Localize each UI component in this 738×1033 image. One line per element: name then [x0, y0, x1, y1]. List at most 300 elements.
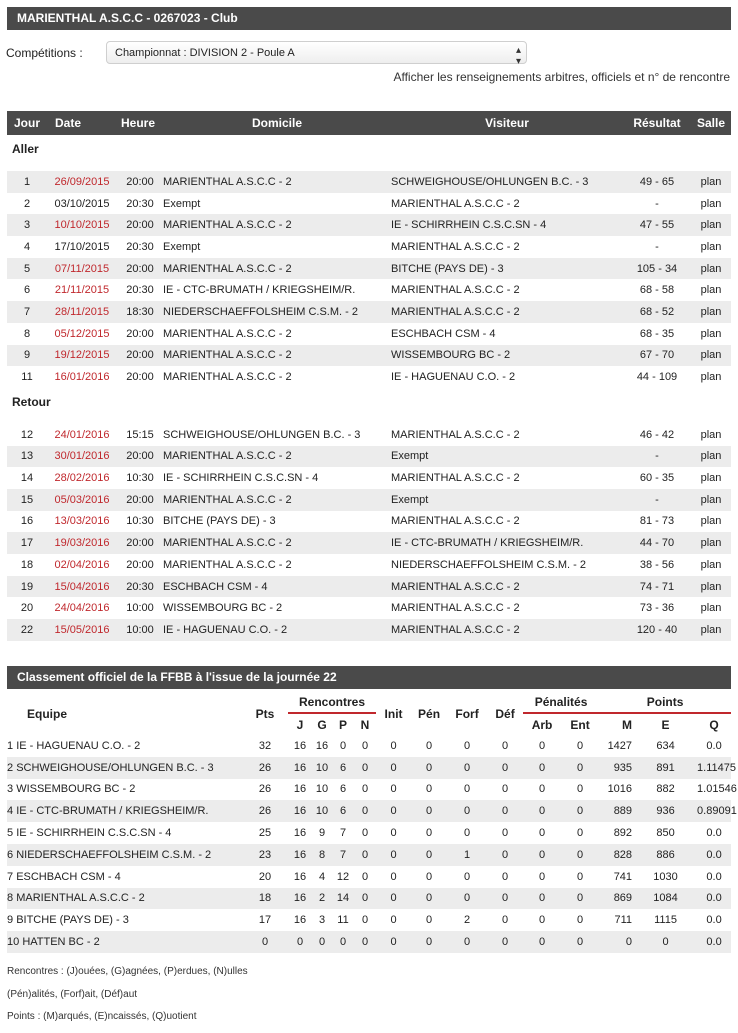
standings-p: 14 — [332, 888, 354, 910]
standings-q: 0.0 — [706, 827, 722, 840]
match-domicile: SCHWEIGHOUSE/OHLUNGEN B.C. - 3 — [163, 428, 361, 441]
match-date[interactable]: 02/04/2016 — [54, 558, 110, 571]
standings-p: 7 — [339, 827, 347, 840]
standings-pen: 0 — [411, 931, 447, 953]
standings-pts: 25 — [258, 827, 272, 840]
standings-team-cell — [7, 757, 242, 779]
match-date[interactable]: 16/01/2016 — [54, 371, 110, 384]
match-date[interactable]: 28/11/2015 — [47, 301, 117, 323]
legend-points: Points : (M)arqués, (E)ncaissés, (Q)uotient — [7, 1011, 197, 1022]
standings-forf: 0 — [447, 888, 487, 910]
standings-init: 0 — [390, 783, 397, 796]
match-salle-link[interactable]: plan — [700, 428, 722, 441]
standings-g: 0 — [312, 931, 332, 953]
match-salle-link[interactable]: plan — [691, 489, 731, 511]
match-visiteur: MARIENTHAL A.S.C.C - 2 — [391, 240, 520, 253]
match-resultat: 68 - 58 — [639, 284, 675, 297]
standings-n: 0 — [361, 827, 369, 840]
standings-def: 0 — [501, 783, 509, 796]
standings-row — [7, 757, 731, 779]
match-domicile: ESCHBACH CSM - 4 — [163, 576, 391, 598]
standings-team: BITCHE (PAYS DE) - 3 — [16, 914, 129, 927]
stand-col-e: E — [661, 717, 670, 732]
match-jour: 14 — [20, 472, 34, 485]
match-salle-link[interactable]: plan — [700, 558, 722, 571]
match-salle-link[interactable]: plan — [691, 446, 731, 468]
match-salle-link[interactable]: plan — [700, 197, 722, 210]
match-row[interactable] — [7, 554, 731, 576]
standings-arb: 0 — [538, 914, 546, 927]
match-heure: 10:00 — [117, 619, 163, 641]
standings-p: 6 — [332, 800, 354, 822]
match-visiteur: WISSEMBOURG BC - 2 — [391, 345, 623, 367]
match-salle-link[interactable]: plan — [691, 619, 731, 641]
match-date[interactable]: 24/04/2016 — [54, 602, 110, 615]
section-aller — [7, 135, 731, 171]
standings-forf: 0 — [463, 783, 471, 796]
match-resultat: 74 - 71 — [623, 576, 691, 598]
competition-selected: Championnat : DIVISION 2 - Poule A — [115, 47, 295, 59]
match-row[interactable] — [7, 489, 731, 511]
match-jour: 9 — [7, 345, 47, 367]
match-salle-link[interactable]: plan — [700, 240, 722, 253]
stand-col-forf: Forf — [455, 706, 479, 721]
match-row[interactable] — [7, 511, 731, 533]
standings-n: 0 — [361, 739, 369, 752]
standings-team-cell — [7, 822, 242, 844]
match-jour: 8 — [23, 327, 31, 340]
match-salle-link[interactable]: plan — [700, 602, 722, 615]
stand-group-penalites: Pénalités — [523, 692, 599, 713]
match-jour: 2 — [23, 197, 31, 210]
match-date[interactable]: 21/11/2015 — [54, 284, 110, 297]
match-domicile: MARIENTHAL A.S.C.C - 2 — [163, 532, 391, 554]
match-resultat: 68 - 52 — [623, 301, 691, 323]
standings-forf: 0 — [447, 757, 487, 779]
match-salle-link[interactable]: plan — [691, 301, 731, 323]
match-date[interactable]: 19/12/2015 — [47, 345, 117, 367]
standings-m: 711 — [614, 914, 633, 927]
standings-team-cell — [7, 800, 242, 822]
standings-q: 0.89091 — [697, 800, 731, 822]
match-row[interactable] — [7, 366, 731, 388]
match-date[interactable]: 26/09/2015 — [47, 171, 117, 193]
standings-q: 0.0 — [697, 888, 731, 910]
match-domicile: NIEDERSCHAEFFOLSHEIM C.S.M. - 2 — [163, 301, 391, 323]
standings-e: 882 — [656, 783, 675, 796]
match-row[interactable] — [7, 323, 731, 345]
match-date[interactable]: 30/01/2016 — [47, 446, 117, 468]
standings-q: 0.0 — [706, 870, 722, 883]
match-visiteur: MARIENTHAL A.S.C.C - 2 — [391, 197, 520, 210]
match-salle-link[interactable]: plan — [691, 576, 731, 598]
match-salle-link[interactable]: plan — [691, 214, 731, 236]
standings-p: 11 — [337, 914, 349, 927]
stand-col-def: Déf — [495, 706, 515, 721]
standings-pts: 17 — [258, 914, 272, 927]
competition-select[interactable] — [106, 41, 527, 67]
standings-arb: 0 — [523, 800, 561, 822]
standings-row — [7, 909, 731, 931]
standings-team: HATTEN BC - 2 — [22, 936, 100, 949]
match-date[interactable]: 13/03/2016 — [54, 515, 110, 528]
match-visiteur: MARIENTHAL A.S.C.C - 2 — [391, 602, 520, 615]
standings-rank: 10 — [7, 936, 20, 949]
standings-m: 892 — [613, 827, 633, 840]
standings-def: 0 — [487, 800, 523, 822]
col-resultat[interactable]: Résultat — [623, 111, 691, 135]
match-heure: 20:00 — [117, 489, 163, 511]
standings-row — [7, 866, 731, 888]
match-row[interactable] — [7, 576, 731, 598]
match-row[interactable] — [7, 258, 731, 280]
match-row[interactable] — [7, 236, 731, 258]
match-salle-link[interactable]: plan — [691, 171, 731, 193]
standings-forf: 2 — [463, 914, 471, 927]
match-jour: 13 — [7, 446, 47, 468]
standings-pen: 0 — [425, 870, 433, 883]
standings-team-cell — [7, 844, 242, 866]
match-heure: 20:00 — [126, 371, 154, 384]
match-row[interactable] — [7, 171, 731, 193]
stand-col-pen: Pén — [418, 706, 441, 721]
standings-g: 10 — [315, 783, 329, 796]
match-row[interactable] — [7, 532, 731, 554]
standings-def: 0 — [487, 888, 523, 910]
match-resultat: - — [623, 489, 691, 511]
standings-def: 0 — [487, 757, 523, 779]
standings-pen: 0 — [411, 757, 447, 779]
standings-j: 16 — [288, 800, 312, 822]
schedule-table — [7, 111, 731, 641]
standings-ent: 0 — [561, 931, 599, 953]
standings-pts: 26 — [242, 757, 288, 779]
standings-e: 1115 — [654, 914, 677, 927]
standings-row — [7, 844, 731, 866]
match-row[interactable] — [7, 214, 731, 236]
match-row[interactable] — [7, 446, 731, 468]
stand-group-rencontres: Rencontres — [288, 692, 376, 713]
standings-q: 0.0 — [706, 914, 722, 927]
standings-init: 0 — [376, 757, 411, 779]
section-retour — [7, 388, 731, 424]
standings-def: 0 — [487, 844, 523, 866]
match-jour: 16 — [20, 515, 34, 528]
match-date[interactable]: 15/04/2016 — [47, 576, 117, 598]
match-domicile: MARIENTHAL A.S.C.C - 2 — [163, 327, 292, 340]
standings-j: 16 — [293, 827, 307, 840]
match-salle-link[interactable]: plan — [700, 371, 722, 384]
match-salle-link[interactable]: plan — [700, 284, 722, 297]
show-referee-info-link[interactable]: Afficher les renseignements arbitres, officiels et n° de rencontre — [393, 70, 730, 84]
match-domicile: MARIENTHAL A.S.C.C - 2 — [163, 214, 391, 236]
standings-m: 1427 — [607, 739, 633, 752]
standings-n: 0 — [354, 888, 376, 910]
standings-j: 16 — [293, 870, 307, 883]
stand-col-pts: Pts — [255, 706, 275, 721]
standings-ent: 0 — [576, 914, 584, 927]
standings-p: 12 — [336, 870, 350, 883]
standings-p: 7 — [332, 844, 354, 866]
club-title: MARIENTHAL A.S.C.C - 0267023 - Club — [17, 11, 238, 25]
match-domicile: IE - SCHIRRHEIN C.S.C.SN - 4 — [163, 472, 319, 485]
col-jour[interactable]: Jour — [7, 111, 47, 135]
col-visiteur[interactable]: Visiteur — [391, 111, 623, 135]
standings-n: 0 — [354, 844, 376, 866]
standings-init: 0 — [376, 931, 411, 953]
standings-g: 8 — [312, 844, 332, 866]
standings-ent: 0 — [561, 888, 599, 910]
standings-ent: 0 — [576, 739, 584, 752]
match-date: 03/10/2015 — [54, 197, 110, 210]
stand-col-q: Q — [709, 717, 719, 732]
match-domicile: IE - HAGUENAU C.O. - 2 — [163, 619, 391, 641]
standings-p: 0 — [332, 931, 354, 953]
standings-team-cell — [7, 735, 242, 757]
stand-col-n: N — [360, 717, 370, 732]
standings-ent: 0 — [561, 844, 599, 866]
standings-forf: 1 — [447, 844, 487, 866]
standings-pen: 0 — [425, 914, 433, 927]
match-domicile: WISSEMBOURG BC - 2 — [163, 602, 283, 615]
standings-e: 891 — [634, 757, 697, 779]
standings-rank: 3 — [7, 783, 14, 796]
standings-team-cell — [7, 866, 242, 888]
standings-pts: 26 — [258, 783, 272, 796]
standings-init: 0 — [376, 800, 411, 822]
standings-team-cell — [7, 888, 242, 910]
match-resultat: 49 - 65 — [623, 171, 691, 193]
standings-q: 1.01546 — [697, 783, 737, 796]
match-resultat: 46 - 42 — [639, 428, 675, 441]
standings-arb: 0 — [538, 739, 546, 752]
match-visiteur: MARIENTHAL A.S.C.C - 2 — [391, 576, 623, 598]
competition-label: Compétitions : — [6, 46, 83, 60]
match-jour: 6 — [23, 284, 31, 297]
standings-rank: 6 — [7, 848, 14, 861]
match-resultat: 73 - 36 — [639, 602, 675, 615]
match-heure: 20:00 — [117, 258, 163, 280]
match-jour: 19 — [7, 576, 47, 598]
match-row[interactable] — [7, 301, 731, 323]
standings-forf: 0 — [447, 931, 487, 953]
match-domicile: MARIENTHAL A.S.C.C - 2 — [163, 171, 391, 193]
standings-row — [7, 779, 731, 801]
match-jour: 12 — [20, 428, 34, 441]
col-date[interactable]: Date — [47, 111, 117, 135]
standings-rank: 4 — [7, 805, 14, 818]
match-visiteur: IE - SCHIRRHEIN C.S.C.SN - 4 — [391, 214, 623, 236]
match-heure: 20:00 — [117, 446, 163, 468]
stand-col-ent: Ent — [570, 717, 590, 732]
standings-g: 2 — [312, 888, 332, 910]
match-domicile: MARIENTHAL A.S.C.C - 2 — [163, 489, 391, 511]
match-resultat: 47 - 55 — [623, 214, 691, 236]
match-resultat: 44 - 70 — [623, 532, 691, 554]
col-domicile[interactable]: Domicile — [163, 111, 391, 135]
standings-init: 0 — [390, 870, 397, 883]
match-jour: 17 — [7, 532, 47, 554]
match-date[interactable]: 28/02/2016 — [54, 472, 110, 485]
match-domicile: MARIENTHAL A.S.C.C - 2 — [163, 345, 391, 367]
standings-team: IE - HAGUENAU C.O. - 2 — [16, 739, 141, 752]
standings-rank: 7 — [7, 870, 14, 883]
match-date[interactable]: 07/11/2015 — [47, 258, 117, 280]
standings-forf: 0 — [463, 739, 471, 752]
match-domicile: IE - CTC-BRUMATH / KRIEGSHEIM/R. — [163, 284, 356, 297]
standings-row — [7, 800, 731, 822]
match-date[interactable]: 24/01/2016 — [54, 428, 110, 441]
match-visiteur: MARIENTHAL A.S.C.C - 2 — [391, 284, 520, 297]
standings-rank: 2 — [7, 761, 14, 774]
standings-m: 1016 — [607, 783, 633, 796]
match-visiteur: IE - CTC-BRUMATH / KRIEGSHEIM/R. — [391, 532, 623, 554]
standings-init: 0 — [390, 914, 397, 927]
standings-j: 16 — [288, 844, 312, 866]
standings-e: 1084 — [634, 888, 697, 910]
standings-e: 0 — [634, 931, 697, 953]
standings-def: 0 — [501, 739, 509, 752]
section-label-aller: Aller — [12, 142, 39, 156]
standings-row — [7, 888, 731, 910]
stand-col-j: J — [296, 717, 304, 732]
standings-team: ESCHBACH CSM - 4 — [16, 870, 121, 883]
stand-col-equipe: Equipe — [27, 706, 68, 721]
match-heure: 20:30 — [126, 197, 154, 210]
standings-title: Classement officiel de la FFBB à l'issue de la journée 22 — [17, 670, 337, 684]
match-date: 17/10/2015 — [54, 240, 110, 253]
match-salle-link[interactable]: plan — [700, 327, 722, 340]
standings-m: 0 — [599, 931, 634, 953]
match-row[interactable] — [7, 619, 731, 641]
match-salle-link[interactable]: plan — [700, 515, 722, 528]
match-resultat: - — [655, 197, 659, 210]
standings-team-cell — [7, 779, 242, 801]
standings-team: SCHWEIGHOUSE/OHLUNGEN B.C. - 3 — [16, 761, 214, 774]
match-domicile: MARIENTHAL A.S.C.C - 2 — [163, 446, 391, 468]
match-jour: 11 — [21, 371, 33, 384]
club-title-bar — [7, 7, 731, 30]
standings-pts: 18 — [242, 888, 288, 910]
match-jour: 7 — [7, 301, 47, 323]
match-visiteur: IE - HAGUENAU C.O. - 2 — [391, 371, 516, 384]
match-jour: 15 — [7, 489, 47, 511]
standings-arb: 0 — [523, 888, 561, 910]
match-heure: 20:30 — [126, 240, 154, 253]
match-resultat: - — [623, 446, 691, 468]
standings-m: 869 — [599, 888, 634, 910]
match-heure: 20:00 — [117, 345, 163, 367]
match-salle-link[interactable]: plan — [700, 472, 722, 485]
standings-arb: 0 — [538, 783, 546, 796]
match-jour: 22 — [7, 619, 47, 641]
match-date[interactable]: 10/10/2015 — [47, 214, 117, 236]
standings-pen: 0 — [425, 783, 433, 796]
match-visiteur: MARIENTHAL A.S.C.C - 2 — [391, 515, 520, 528]
standings-e: 886 — [634, 844, 697, 866]
col-salle[interactable]: Salle — [691, 111, 731, 135]
standings-row — [7, 822, 731, 844]
standings-q: 0.0 — [697, 844, 731, 866]
standings-j: 16 — [293, 914, 307, 927]
standings-ent: 0 — [576, 870, 584, 883]
standings-rank: 5 — [7, 827, 14, 840]
standings-q: 0.0 — [706, 739, 722, 752]
match-salle-link[interactable]: plan — [691, 345, 731, 367]
match-salle-link[interactable]: plan — [691, 258, 731, 280]
match-heure: 20:00 — [117, 532, 163, 554]
standings-n: 0 — [354, 757, 376, 779]
standings-n: 0 — [361, 870, 369, 883]
match-jour: 3 — [7, 214, 47, 236]
match-domicile: MARIENTHAL A.S.C.C - 2 — [163, 258, 391, 280]
match-resultat: 68 - 35 — [639, 327, 675, 340]
standings-p: 6 — [339, 783, 347, 796]
standings-e: 936 — [634, 800, 697, 822]
match-domicile: BITCHE (PAYS DE) - 3 — [163, 515, 276, 528]
match-row[interactable] — [7, 193, 731, 215]
match-date[interactable]: 05/03/2016 — [47, 489, 117, 511]
standings-j: 16 — [293, 783, 307, 796]
standings-team: IE - CTC-BRUMATH / KRIEGSHEIM/R. — [16, 805, 209, 818]
match-heure: 10:00 — [126, 602, 154, 615]
match-jour: 1 — [7, 171, 47, 193]
legend-rencontres: Rencontres : (J)ouées, (G)agnées, (P)erdues, (N)ulles — [7, 966, 248, 977]
standings-arb: 0 — [523, 931, 561, 953]
standings-init: 0 — [390, 739, 397, 752]
match-row[interactable] — [7, 279, 731, 301]
match-row[interactable] — [7, 467, 731, 489]
match-heure: 18:30 — [117, 301, 163, 323]
match-heure: 20:00 — [126, 327, 154, 340]
match-date[interactable]: 05/12/2015 — [54, 327, 110, 340]
standings-ent: 0 — [561, 800, 599, 822]
standings-q: 1.11475 — [697, 757, 731, 779]
match-date[interactable]: 19/03/2016 — [47, 532, 117, 554]
match-salle-link[interactable]: plan — [691, 532, 731, 554]
standings-e: 1030 — [653, 870, 678, 883]
match-visiteur: MARIENTHAL A.S.C.C - 2 — [391, 301, 623, 323]
match-row[interactable] — [7, 597, 731, 619]
standings-j: 16 — [288, 757, 312, 779]
match-heure: 20:30 — [117, 576, 163, 598]
standings-q: 0.0 — [697, 931, 731, 953]
standings-forf: 0 — [447, 800, 487, 822]
standings-g: 9 — [318, 827, 326, 840]
standings-g: 3 — [318, 914, 326, 927]
match-row[interactable] — [7, 345, 731, 367]
standings-ent: 0 — [576, 827, 584, 840]
match-visiteur: ESCHBACH CSM - 4 — [391, 327, 496, 340]
col-heure[interactable]: Heure — [117, 111, 163, 135]
standings-m: 889 — [599, 800, 634, 822]
standings-arb: 0 — [523, 844, 561, 866]
match-date[interactable]: 15/05/2016 — [47, 619, 117, 641]
stand-col-arb: Arb — [531, 717, 553, 732]
standings-pen: 0 — [411, 888, 447, 910]
standings-ent: 0 — [561, 757, 599, 779]
match-heure: 10:30 — [126, 515, 154, 528]
standings-p: 0 — [339, 739, 347, 752]
standings-team: MARIENTHAL A.S.C.C - 2 — [16, 892, 145, 905]
match-resultat: 105 - 34 — [623, 258, 691, 280]
standings-table — [7, 692, 737, 953]
standings-forf: 0 — [463, 827, 471, 840]
standings-j: 0 — [288, 931, 312, 953]
standings-title-bar — [7, 666, 731, 689]
standings-g: 10 — [312, 757, 332, 779]
match-row[interactable] — [7, 424, 731, 446]
